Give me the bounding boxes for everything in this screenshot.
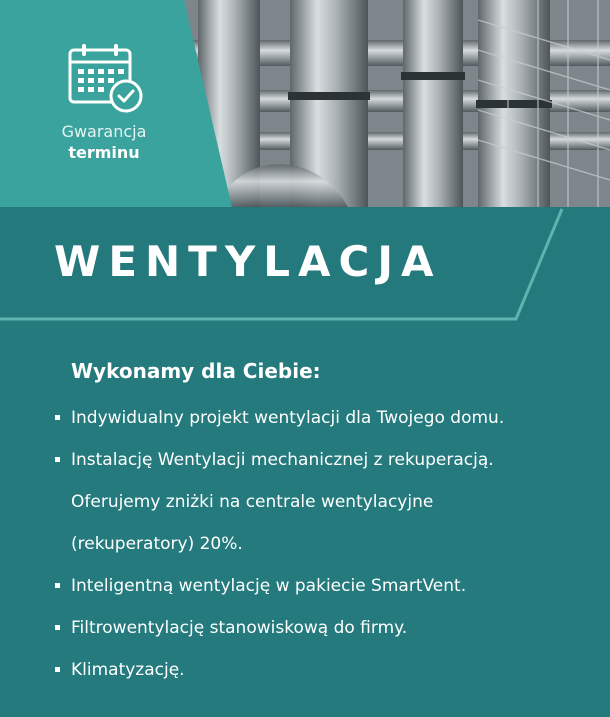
bullet-icon [55,457,60,462]
page-title: WENTYLACJA [54,237,442,286]
bullet-icon [55,667,60,672]
list-item [0,565,610,607]
list-item-text: (rekuperatory) 20%. [71,534,243,554]
bullet-icon [55,415,60,420]
list-item [0,397,610,439]
intro-heading: Wykonamy dla Ciebie: [71,359,321,383]
list-item-text: Instalację Wentylacji mechanicznej z rekuperacją. [71,450,494,470]
bullet-icon [55,583,60,588]
list-item [0,607,610,649]
list-item-text: Klimatyzację. [71,660,185,680]
badge-label-line2: terminu [68,143,140,162]
list-item [0,649,610,691]
list-item-text: Inteligentną wentylację w pakiecie SmartVent. [71,576,467,596]
calendar-check-icon [68,42,144,114]
offer-list [0,397,610,691]
list-item-text: Oferujemy zniżki na centrale wentylacyjne [71,492,434,512]
list-item-continuation [0,523,610,565]
bullet-icon [55,625,60,630]
badge-label-line1: Gwarancja [61,122,147,141]
list-item [0,439,610,481]
list-item-text: Filtrowentylację stanowiskową do firmy. [71,618,408,638]
list-item-continuation [0,481,610,523]
list-item-text: Indywidualny projekt wentylacji dla Twojego domu. [71,408,505,428]
